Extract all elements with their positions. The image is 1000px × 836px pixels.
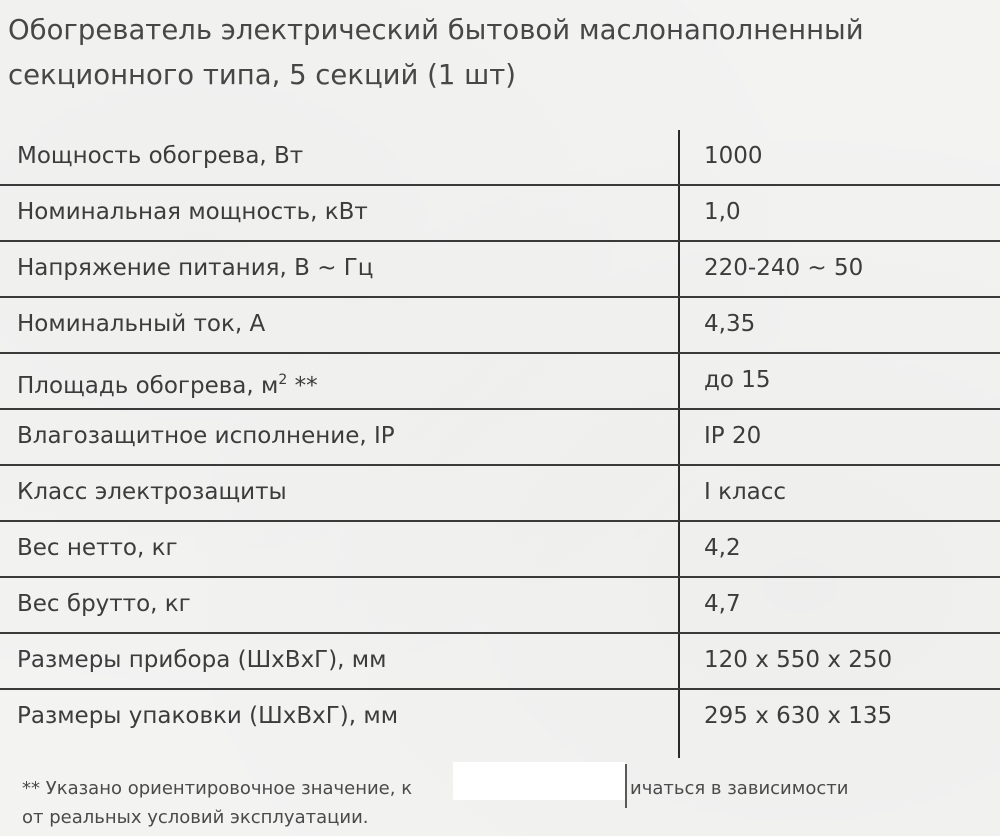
spec-row-gross-weight bbox=[0, 578, 1000, 634]
spec-row-package-dimensions bbox=[0, 690, 1000, 746]
spec-label-superscript: 2 bbox=[278, 372, 288, 388]
spec-row-voltage bbox=[0, 242, 1000, 298]
spec-label: Влагозащитное исполнение, IP bbox=[17, 423, 395, 449]
spec-row-net-weight bbox=[0, 522, 1000, 578]
redaction-edge bbox=[625, 764, 627, 808]
spec-value: I класс bbox=[704, 479, 787, 505]
spec-label: Мощность обогрева, Вт bbox=[17, 143, 304, 169]
spec-row-rated-power bbox=[0, 186, 1000, 242]
redaction-patch bbox=[453, 762, 625, 800]
footnote-line-2: от реальных условий эксплуатации. bbox=[22, 807, 369, 828]
spec-value: 120 x 550 x 250 bbox=[704, 647, 893, 673]
spec-value: 4,7 bbox=[704, 591, 741, 617]
spec-value: 1,0 bbox=[704, 199, 741, 225]
spec-label: Напряжение питания, В ~ Гц bbox=[17, 255, 374, 281]
spec-row-heating-area bbox=[0, 354, 1000, 410]
spec-value: 4,35 bbox=[704, 311, 756, 337]
product-title bbox=[8, 8, 993, 98]
product-title-line-1: Обогреватель электрический бытовой маслонаполненный bbox=[8, 14, 864, 46]
spec-label: Размеры упаковки (ШхВхГ), мм bbox=[17, 703, 399, 729]
spec-label-tail: ** bbox=[287, 373, 318, 399]
spec-value: 220-240 ~ 50 bbox=[704, 255, 864, 281]
spec-value: до 15 bbox=[704, 367, 771, 393]
footnote-line-1-start: ** Указано ориентировочное значение, к bbox=[22, 778, 413, 799]
spec-row-device-dimensions bbox=[0, 634, 1000, 690]
spec-value: 295 x 630 x 135 bbox=[704, 703, 893, 729]
spec-row-heating-power bbox=[0, 130, 1000, 186]
spec-value: 4,2 bbox=[704, 535, 741, 561]
spec-table bbox=[0, 130, 1000, 758]
spec-value: IP 20 bbox=[704, 423, 762, 449]
spec-row-rated-current bbox=[0, 298, 1000, 354]
spec-row-protection-class bbox=[0, 466, 1000, 522]
spec-value: 1000 bbox=[704, 143, 763, 169]
spec-label: Номинальный ток, А bbox=[17, 311, 266, 337]
spec-label: Размеры прибора (ШхВхГ), мм bbox=[17, 647, 387, 673]
spec-label: Вес брутто, кг bbox=[17, 591, 191, 617]
spec-label-main: Площадь обогрева, м bbox=[17, 373, 279, 399]
spec-label bbox=[17, 362, 318, 404]
spec-label: Номинальная мощность, кВт bbox=[17, 199, 368, 225]
spec-label: Класс электрозащиты bbox=[17, 479, 287, 505]
footnote-line-1-end: ичаться в зависимости bbox=[630, 778, 849, 799]
product-title-line-2: секционного типа, 5 секций (1 шт) bbox=[8, 59, 517, 91]
spec-row-ip-rating bbox=[0, 410, 1000, 466]
spec-label: Вес нетто, кг bbox=[17, 535, 178, 561]
